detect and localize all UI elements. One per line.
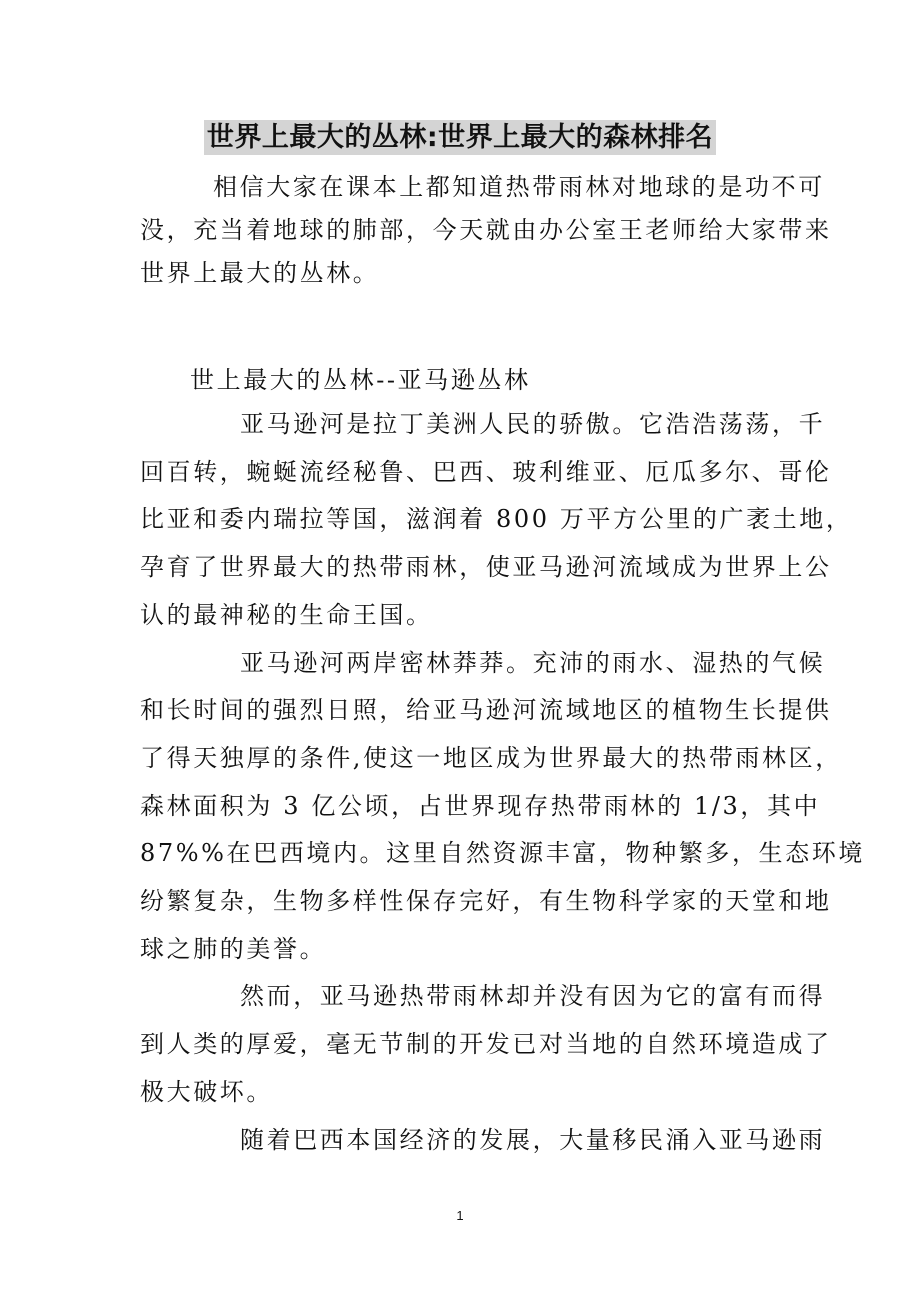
paragraph-line: 森林面积为 3 亿公顷，占世界现存热带雨林的 1/3，其中	[140, 792, 821, 820]
paragraph-line: 和长时间的强烈日照，给亚马逊河流域地区的植物生长提供	[140, 696, 832, 724]
paragraph-line: 87%%在巴西境内。这里自然资源丰富，物种繁多，生态环境	[140, 839, 865, 867]
paragraph-line: 极大破坏。	[140, 1078, 273, 1106]
paragraph-line: 纷繁复杂，生物多样性保存完好，有生物科学家的天堂和地	[140, 887, 832, 915]
paragraph-line: 到人类的厚爱，毫无节制的开发已对当地的自然环境造成了	[140, 1030, 832, 1058]
paragraph-line: 球之肺的美誉。	[140, 935, 327, 963]
paragraph-line: 亚马逊河两岸密林莽莽。充沛的雨水、湿热的气候	[240, 649, 826, 677]
section-heading: 世上最大的丛林--亚马逊丛林	[190, 366, 531, 394]
paragraph-line: 随着巴西本国经济的发展，大量移民涌入亚马逊雨	[240, 1126, 826, 1154]
document-title: 世界上最大的丛林:世界上最大的森林排名	[0, 115, 920, 154]
intro-line: 相信大家在课本上都知道热带雨林对地球的是功不可	[213, 173, 825, 201]
page-number: 1	[456, 1208, 464, 1223]
paragraph-line: 回百转，蜿蜒流经秘鲁、巴西、玻利维亚、厄瓜多尔、哥伦	[140, 458, 832, 486]
paragraph-line: 亚马逊河是拉丁美洲人民的骄傲。它浩浩荡荡，千	[240, 410, 826, 438]
paragraph-line: 认的最神秘的生命王国。	[140, 601, 433, 629]
paragraph-line: 孕育了世界最大的热带雨林，使亚马逊河流域成为世界上公	[140, 553, 832, 581]
intro-line: 世界上最大的丛林。	[140, 259, 380, 287]
paragraph-line: 了得天独厚的条件,使这一地区成为世界最大的热带雨林区，	[140, 744, 842, 772]
paragraph-line: 比亚和委内瑞拉等国，滋润着 800 万平方公里的广袤土地，	[140, 505, 853, 533]
intro-line: 没，充当着地球的肺部，今天就由办公室王老师给大家带来	[140, 216, 832, 244]
paragraph-line: 然而，亚马逊热带雨林却并没有因为它的富有而得	[240, 982, 826, 1010]
